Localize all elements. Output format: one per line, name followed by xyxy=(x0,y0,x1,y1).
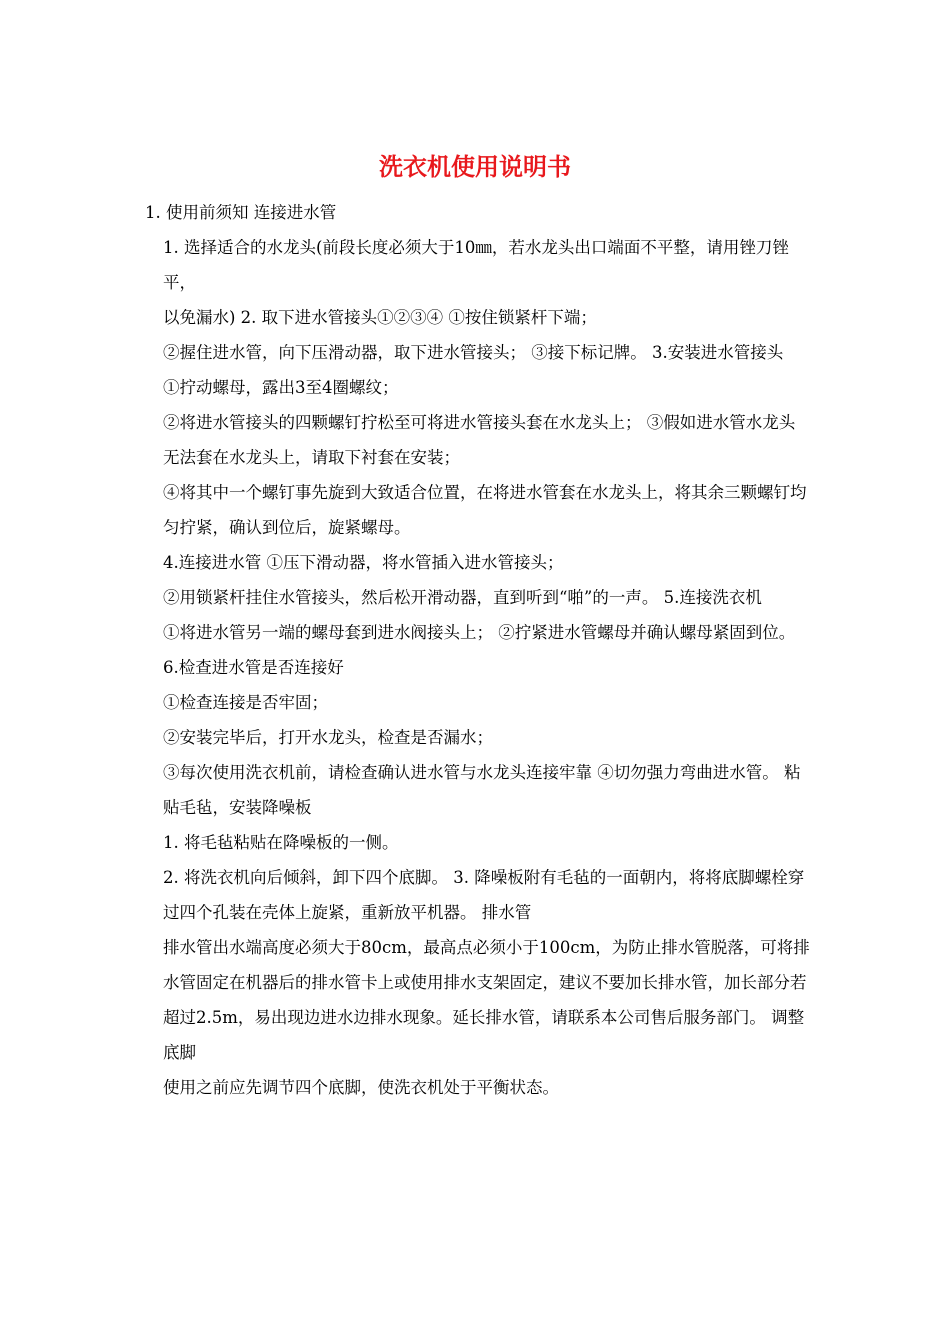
paragraph: ③每次使用洗衣机前，请检查确认进水管与水龙头连接牢靠 ④切勿强力弯曲进水管。 粘贴毛毡，安装降噪板 xyxy=(163,763,801,817)
paragraph: ①将进水管另一端的螺母套到进水阀接头上； ②拧紧进水管螺母并确认螺母紧固到位。 6.检查进水管是否连接好 xyxy=(163,623,796,677)
document-body xyxy=(145,195,810,1105)
paragraph: ②握住进水管，向下压滑动器，取下进水管接头； ③接下标记牌。 3.安装进水管接头 xyxy=(163,343,784,362)
paragraph: 排水管出水端高度必须大于80cm，最高点必须小于100cm，为防止排水管脱落，可将排水管固定在机器后的排水管卡上或使用排水支架固定，建议不要加长排水管，加长部分若超过2.5m，易出现边进水边排水现象。延长排水管，请联系本公司售后服务部门。 调整底脚 xyxy=(163,938,810,1062)
paragraph: 4.连接进水管 ①压下滑动器，将水管插入进水管接头； xyxy=(163,553,564,572)
paragraph: 使用之前应先调节四个底脚，使洗衣机处于平衡状态。 xyxy=(163,1078,559,1097)
section-heading: 1. 使用前须知 连接进水管 xyxy=(145,203,337,222)
paragraph: ①检查连接是否牢固； xyxy=(163,693,328,712)
paragraph: 2. 将洗衣机向后倾斜，卸下四个底脚。 3. 降噪板附有毛毡的一面朝内，将将底脚螺栓穿过四个孔装在壳体上旋紧，重新放平机器。 排水管 xyxy=(163,868,805,922)
document-title: 洗衣机使用说明书 xyxy=(379,152,571,181)
paragraph: ②将进水管接头的四颗螺钉拧松至可将进水管接头套在水龙头上； ③假如进水管水龙头无法套在水龙头上，请取下衬套在安装； xyxy=(163,413,796,467)
paragraph: ②安装完毕后，打开水龙头，检查是否漏水； xyxy=(163,728,493,747)
paragraph: ②用锁紧杆挂住水管接头，然后松开滑动器，直到听到“啪”的一声。 5.连接洗衣机 xyxy=(163,588,762,607)
paragraph: 1. 将毛毡粘贴在降噪板的一侧。 xyxy=(163,833,399,852)
paragraph: 1. 选择适合的水龙头(前段长度必须大于10㎜，若水龙头出口端面不平整，请用锉刀锉平， xyxy=(163,238,789,292)
paragraph: ①拧动螺母，露出3至4圈螺纹； xyxy=(163,378,399,397)
paragraph: 以免漏水) 2. 取下进水管接头①②③④ ①按住锁紧杆下端； xyxy=(163,308,597,327)
paragraph: ④将其中一个螺钉事先旋到大致适合位置，在将进水管套在水龙头上，将其余三颗螺钉均匀拧紧，确认到位后，旋紧螺母。 xyxy=(163,483,807,537)
